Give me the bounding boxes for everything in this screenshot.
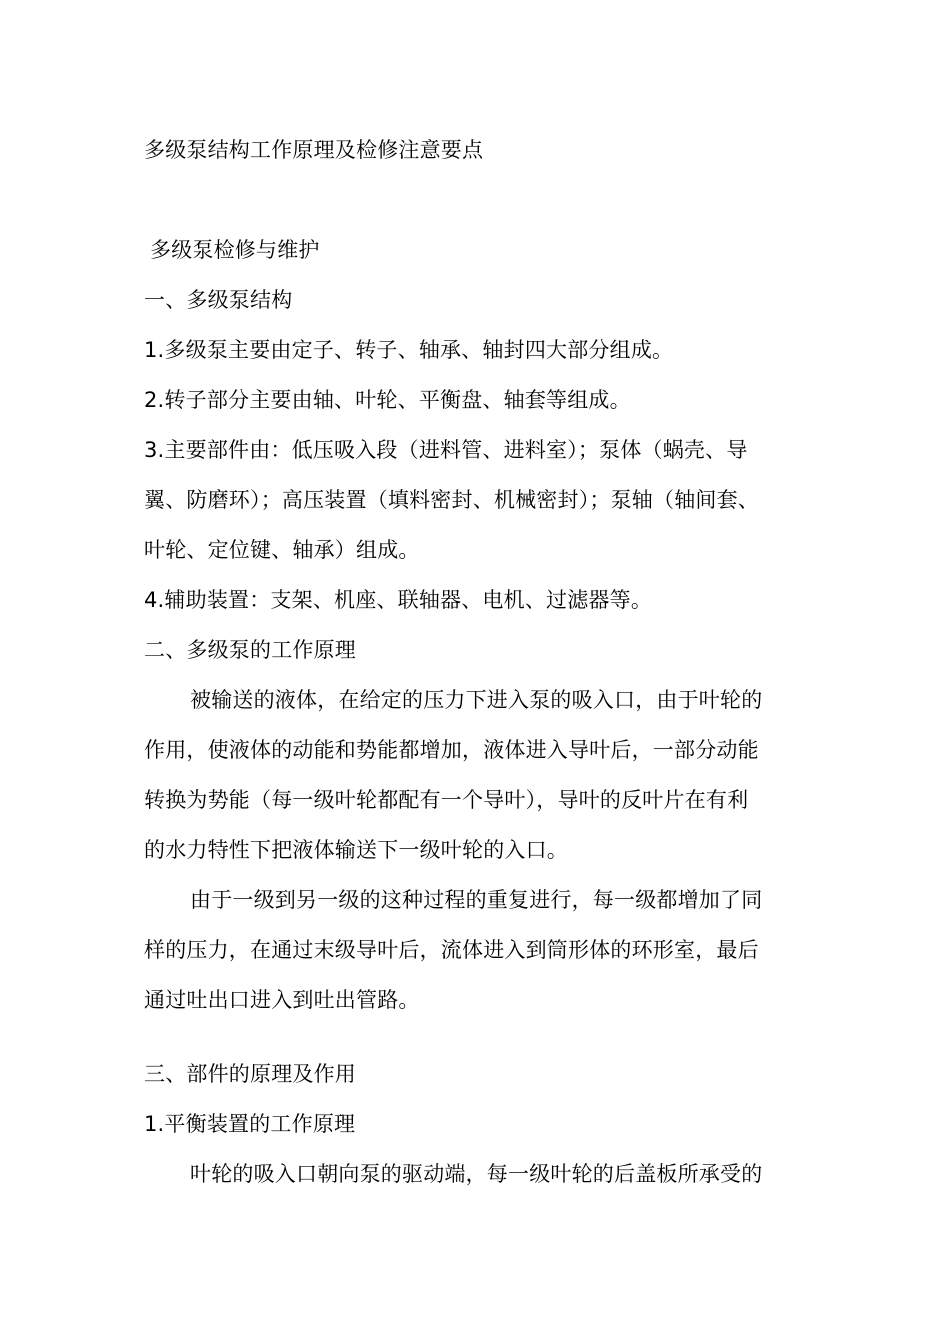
paragraph-line: 叶轮、定位键、轴承）组成。 [144,538,420,562]
subheading-balance-device: 1.平衡装置的工作原理 [144,1112,356,1136]
paragraph-line: 的水力特性下把液体输送下一级叶轮的入口。 [144,838,568,862]
paragraph-line: 1.多级泵主要由定子、转子、轴承、轴封四大部分组成。 [144,338,674,362]
paragraph-line: 作用，使液体的动能和势能都增加，液体进入导叶后，一部分动能 [144,738,759,762]
paragraph-line: 2.转子部分主要由轴、叶轮、平衡盘、轴套等组成。 [144,388,631,412]
paragraph-line: 4.辅助装置：支架、机座、联轴器、电机、过滤器等。 [144,588,653,612]
document-title: 多级泵结构工作原理及检修注意要点 [144,138,484,162]
paragraph-line: 叶轮的吸入口朝向泵的驱动端，每一级叶轮的后盖板所承受的 [190,1162,763,1186]
paragraph-line: 样的压力，在通过末级导叶后，流体进入到筒形体的环形室，最后 [144,938,759,962]
heading-structure: 一、多级泵结构 [144,288,293,312]
paragraph-line: 通过吐出口进入到吐出管路。 [144,988,420,1012]
paragraph-line: 由于一级到另一级的这种过程的重复进行，每一级都增加了同 [190,888,763,912]
paragraph-line: 翼、防磨环）；高压装置（填料密封、机械密封）；泵轴（轴间套、 [144,488,759,512]
paragraph-line: 转换为势能（每一级叶轮都配有一个导叶），导叶的反叶片在有利 [144,788,749,812]
heading-components: 三、部件的原理及作用 [144,1062,356,1086]
section-heading: 多级泵检修与维护 [150,238,320,262]
paragraph-line: 被输送的液体，在给定的压力下进入泵的吸入口，由于叶轮的 [190,688,763,712]
paragraph-line: 3.主要部件由：低压吸入段（进料管、进料室）；泵体（蜗壳、导 [144,438,748,462]
heading-working-principle: 二、多级泵的工作原理 [144,638,356,662]
